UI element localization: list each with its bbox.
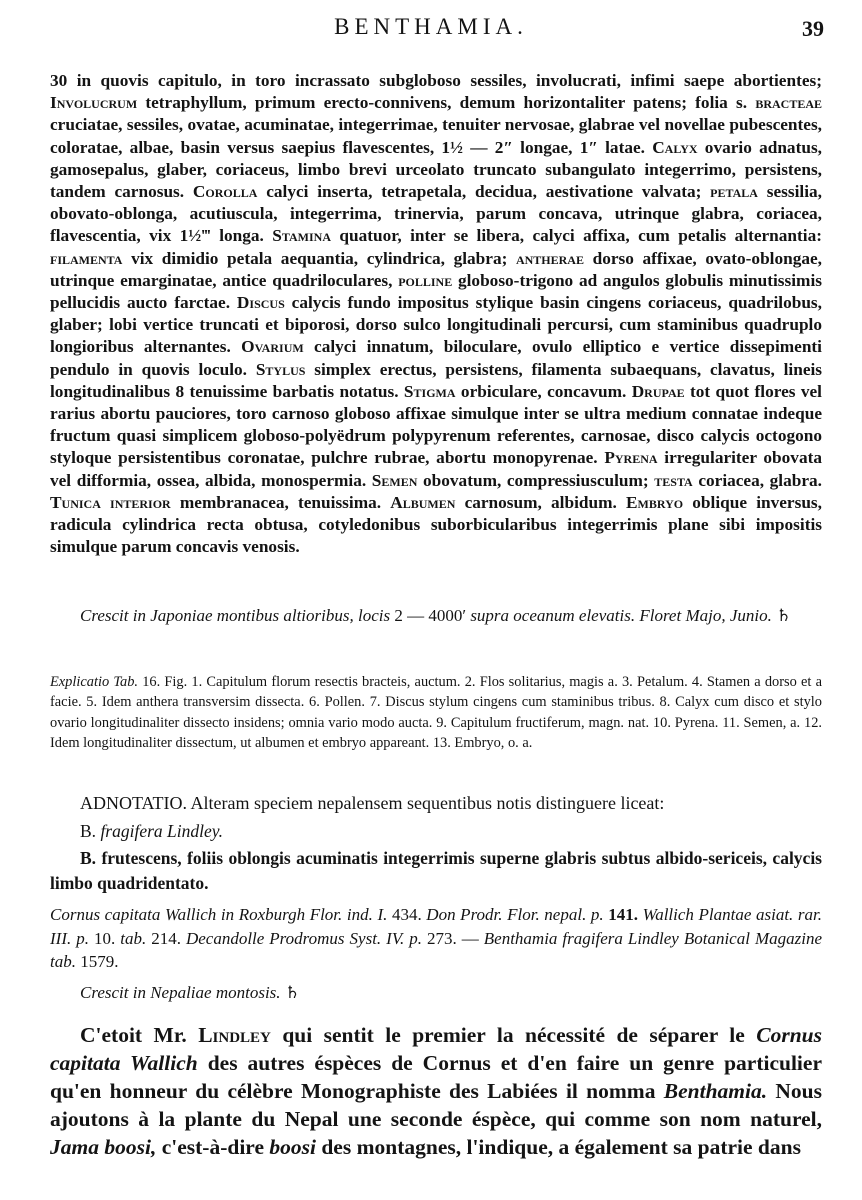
term-albumen: Albumen xyxy=(390,492,456,512)
altitude: 2 — 4000′ xyxy=(394,606,467,625)
description-text: obovatum, compressiusculum; xyxy=(417,470,655,490)
description-text: tot quot flores vel rarius abortu pauciores, toro carnoso globoso affixae simulque inter se ultra medium connatae indeque fructum quasi simplicem globoso-polyëdrum polypyrenum referentes, carnosae, disco calycis octogono styloque persistentibus coronatae, pulchre rubrae, abortu monopyrenae. xyxy=(50,381,822,468)
synonym-text: tab. xyxy=(115,928,152,948)
description-text: oblique inversus, radicula cylindrica recta obtusa, cotyledonibus suborbicularibus integerrimis plane sibi impositis simulque parum concavis venosis. xyxy=(50,492,822,557)
description-text: orbiculare, concavum. xyxy=(455,381,632,401)
synonym-text: Don Prodr. Flor. nepal. p. xyxy=(421,905,609,924)
description-text: sessilia, obovato-oblonga, acutiuscula, integerrima, trinervia, parum concava, utrinque glabra, coriacea, flavescentia, vix 1½‴ longa. xyxy=(50,182,822,246)
synonym-number: 434. xyxy=(391,905,422,924)
page-number: 39 xyxy=(802,16,824,41)
adnotatio-text: Alteram speciem nepalensem sequentibus notis distinguere liceat: xyxy=(187,793,665,813)
term-embryo: Embryo xyxy=(626,492,684,512)
synonym-text: Wallich Plantae asiat. rar. III. p. xyxy=(50,905,822,948)
french-commentary xyxy=(50,1021,822,1161)
term-stamina: Stamina xyxy=(272,226,331,246)
description-text: membranacea, tenuissima. xyxy=(170,492,391,512)
author-name: Lindley xyxy=(198,1023,271,1047)
habitat-text: Crescit in Japoniae montibus altioribus, locis xyxy=(80,606,395,625)
description-text: cruciatae, sessiles, ovatae, acuminatae, integerrimae, tenuiter nervosae, glabrae vel novellae pubescentes, coloratae, albae, basin versus saepius flavescentes, 1½ — 2″ longae, 1″ latae. xyxy=(50,115,822,157)
term-antherae: antherae xyxy=(515,248,584,268)
term-discus: Discus xyxy=(236,293,285,313)
french-text: Nous ajoutons à la plante du Nepal une seconde éspèce, qui comme son nom naturel, xyxy=(50,1079,822,1131)
plate-explanation xyxy=(50,672,822,753)
term-pyrena: Pyrena xyxy=(604,448,658,468)
species-name: fragifera Lindley. xyxy=(96,821,223,841)
description-text: tetraphyllum, primum erecto-connivens, demum horizontaliter patens; folia s. xyxy=(137,93,756,113)
taxon-name: Benthamia. xyxy=(663,1079,768,1103)
description-text: quatuor, inter se libera, calyci affixa, cum petalis alternantia: xyxy=(331,226,822,246)
description-text: calyci inserta, tetrapetala, decidua, aestivatione valvata; xyxy=(257,182,711,202)
synonym-text: Cornus capitata Wallich in Roxburgh Flor. ind. I. xyxy=(50,905,392,924)
term-filamenta: filamenta xyxy=(50,248,123,268)
taxon-name: Cornus capitata Wallich xyxy=(50,1023,822,1075)
vernacular-name: Jama boosi, xyxy=(50,1135,157,1159)
description-text: ovario adnatus, gamosepalus, glaber, coriaceus, limbo brevi urceolato truncato subangulato integerrimo, persistens, tandem carnosus. xyxy=(50,137,822,202)
term-testa: testa xyxy=(654,470,693,490)
term-tunica-interior: Tunica interior xyxy=(50,492,171,512)
term-petala: petala xyxy=(710,182,758,202)
running-title: BENTHAMIA. xyxy=(334,14,528,39)
species-genus: B. xyxy=(80,821,97,841)
french-text: des autres éspèces de Cornus et d'en faire un genre particulier qu'en honneur du célèbre Monographiste des Labiées il nomma xyxy=(50,1051,822,1103)
description-text: dorso affixae, ovato-oblongae, utrinque emarginatae, antice quadriloculares, xyxy=(50,248,823,290)
explanation-label: Explicatio Tab. xyxy=(50,674,139,690)
term-semen: Semen xyxy=(371,470,418,490)
term-calyx: Calyx xyxy=(652,137,698,157)
term-stigma: Stigma xyxy=(403,381,456,401)
habitat-text: Crescit in Nepaliae montosis. xyxy=(80,983,285,1002)
term-stylus: Stylus xyxy=(255,359,306,379)
description-text: irregulariter obovata vel difformia, ossea, albida, monospermia. xyxy=(50,448,822,490)
description-text: globoso-trigono ad angulos globulis minutissimis pellucidis aucto farctae. xyxy=(50,270,822,313)
term-bracteae: bracteae xyxy=(755,93,822,113)
shrub-symbol-icon: ♄ xyxy=(776,606,792,625)
species-diagnosis: B. frutescens, foliis oblongis acuminatis integerrimis superne glabris subtus albido-sericeis, calycis limbo quadridentato. xyxy=(50,848,822,893)
shrub-symbol-icon: ♄ xyxy=(284,983,301,1002)
adnotatio-label: ADNOTATIO. xyxy=(80,793,188,813)
synonym-number: 10. xyxy=(93,928,116,948)
synonym-text: Decandolle Prodromus Syst. IV. p. xyxy=(180,928,428,948)
synonym-number: 141. xyxy=(608,905,639,924)
explanation-text: 16. Fig. 1. Capitulum florum resectis bracteis, auctum. 2. Flos solitarius, magis a. 3. Petalum. 4. Stamen a dorso et a facie. 5. Idem anthera transversim dissecta. 6. Pollen. 7. Discus stylum cingens cum staminibus tribus. 8. Calyx cum disco et stylo ovario longitudinaliter dissecto insidens; omnia vario modo aucta. 9. Capitulum fructiferum, magn. nat. 10. Pyrena. 11. Semen, a. 12. Idem longitudinaliter dissectum, ut albumen et embryo appareant. 13. Embryo, o. a. xyxy=(50,674,822,751)
species-heading xyxy=(80,821,223,842)
description-text: 30 in quovis capitulo, in toro incrassato subgloboso sessiles, involucrati, infimi saepe abortientes; xyxy=(50,71,822,90)
term-corolla: Corolla xyxy=(192,182,258,202)
synonym-number: 214. xyxy=(151,928,181,948)
description-text: coriacea, glabra. xyxy=(692,470,822,490)
habitat-text: supra oceanum elevatis. Floret Majo, Junio. xyxy=(466,606,777,625)
genus-description xyxy=(50,70,822,558)
description-text: simplex erectus, persistens, filamenta subaequans, clavatus, lineis longitudinalibus 8 tenuissime barbatis notatus. xyxy=(50,359,823,401)
term-drupae: Drupae xyxy=(631,381,685,401)
habitat-note-nepal xyxy=(80,983,300,1003)
french-text: qui sentit le premier la nécessité de séparer le xyxy=(270,1023,757,1047)
synonym-text: Benthamia fragifera Lindley Botanical Magazine tab. xyxy=(50,928,822,971)
synonym-number: 273. — xyxy=(427,928,479,948)
description-text: carnosum, albidum. xyxy=(455,492,626,512)
description-text: vix dimidio petala aequantia, cylindrica, glabra; xyxy=(122,248,516,268)
term-ovarium: Ovarium xyxy=(241,337,304,357)
synonymy xyxy=(50,903,822,974)
description-text: calyci innatum, biloculare, ovulo elliptico e vertice dissepimenti pendulo in quovis loculo. xyxy=(50,337,822,379)
term-involucrum: Involucrum xyxy=(50,93,138,113)
term-polline: polline xyxy=(398,270,453,290)
synonym-number: 1579. xyxy=(80,952,119,971)
french-text: c'est-à-dire xyxy=(156,1135,270,1159)
description-text: calycis fundo impositus stylique basin cingens coriaceus, quadrilobus, glaber; lobi vertice truncati et biporosi, dorso sulco longitudinali percursi, cum staminibus quadruplo longioribus alternantes. xyxy=(50,293,822,357)
habitat-note xyxy=(80,604,822,627)
adnotatio xyxy=(80,791,825,816)
vernacular-name: boosi xyxy=(269,1135,316,1159)
french-text: des montagnes, l'indique, a également sa patrie dans xyxy=(315,1135,801,1159)
french-text: C'etoit Mr. xyxy=(80,1023,199,1047)
